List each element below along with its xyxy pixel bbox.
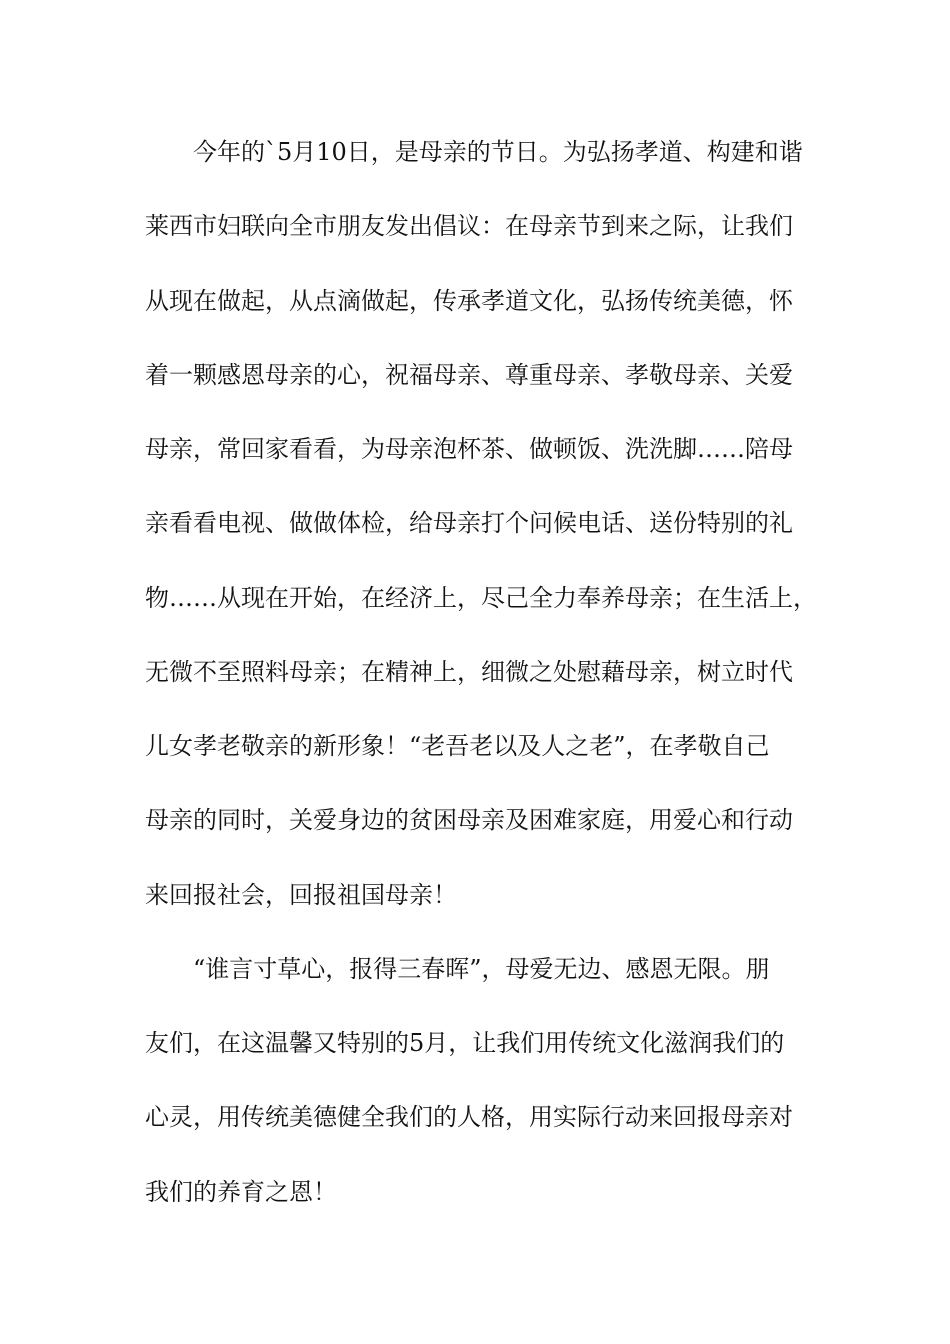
paragraph-1-line-10: 母亲的同时，关爱身边的贫困母亲及困难家庭，用爱心和行动: [145, 806, 793, 834]
paragraph-1-line-4: 着一颗感恩母亲的心，祝福母亲、尊重母亲、孝敬母亲、关爱: [145, 361, 793, 389]
paragraph-2-line-4: 我们的养育之恩！: [145, 1178, 337, 1206]
paragraph-1-line-2: 莱西市妇联向全市朋友发出倡议：在母亲节到来之际，让我们: [145, 212, 793, 240]
paragraph-1-line-1: 今年的`5月10日，是母亲的节日。为弘扬孝道、构建和谐: [193, 138, 803, 166]
paragraph-1-line-5: 母亲，常回家看看，为母亲泡杯茶、做顿饭、洗洗脚……陪母: [145, 435, 793, 463]
paragraph-1-line-3: 从现在做起，从点滴做起，传承孝道文化，弘扬传统美德，怀: [145, 287, 793, 315]
paragraph-2-line-1: “谁言寸草心，报得三春晖”，母爱无边、感恩无限。朋: [193, 955, 770, 983]
paragraph-1-line-8: 无微不至照料母亲；在精神上，细微之处慰藉母亲，树立时代: [145, 658, 793, 686]
paragraph-1-line-11: 来回报社会，回报祖国母亲！: [145, 881, 457, 909]
paragraph-1-line-9: 儿女孝老敬亲的新形象！“老吾老以及人之老”，在孝敬自己: [145, 732, 770, 760]
paragraph-1-line-7: 物……从现在开始，在经济上，尽己全力奉养母亲；在生活上，: [145, 584, 817, 612]
paragraph-2-line-3: 心灵，用传统美德健全我们的人格，用实际行动来回报母亲对: [145, 1103, 793, 1131]
paragraph-1-line-6: 亲看看电视、做做体检，给母亲打个问候电话、送份特别的礼: [145, 509, 793, 537]
paragraph-2-line-2: 友们，在这温馨又特别的5月，让我们用传统文化滋润我们的: [145, 1029, 785, 1057]
